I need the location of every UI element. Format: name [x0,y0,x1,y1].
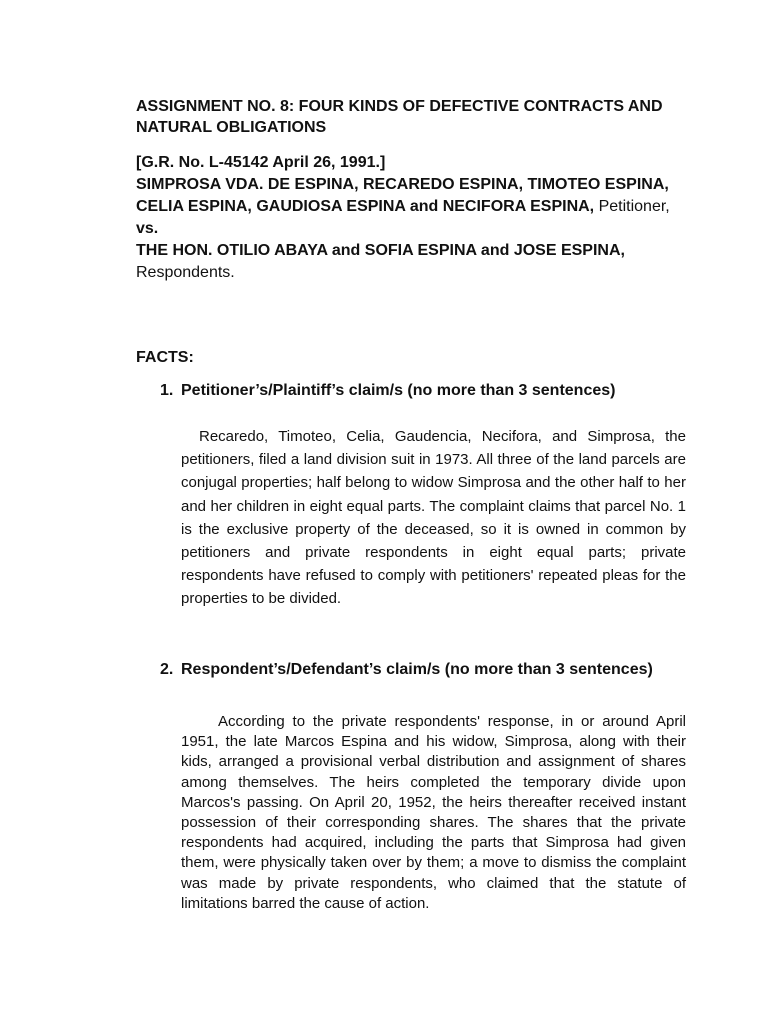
item-2-heading [160,658,680,682]
respondents-line [136,240,696,284]
item-2-title: Respondent’s/Defendant’s claim/s (no more than 3 sentences) [181,661,653,678]
item-2-number: 2. [160,661,174,678]
item-1-number: 1. [160,382,174,399]
item-2-body: According to the private respondents' response, in or around April 1951, the late Marcos Espina and his widow, Simprosa, along with their kids, arranged a provisional verbal distribution and assignment of shares among themselves. The heirs completed the temporary divide upon Marcos's passing. On April 20, 1952, the heirs thereafter received instant possession of their corresponding shares. The shares that the private respondents had acquired, including the parts that Simprosa had given them, were physically taken over by them; a move to dismiss the complaint was made by private respondents, who claimed that the statute of limitations barred the cause of action. [181,713,686,912]
item-1-heading [160,379,680,403]
petitioners-line [136,174,696,218]
item-1-title: Petitioner’s/Plaintiff’s claim/s (no more than 3 sentences) [181,382,616,399]
item-1-body: Recaredo, Timoteo, Celia, Gaudencia, Necifora, and Simprosa, the petitioners, filed a land division suit in 1973. All three of the land parcels are conjugal properties; half belong to widow Simprosa and the other half to her and her children in eight equal parts. The complaint claims that parcel No. 1 is the exclusive property of the deceased, so it is owned in common by petitioners and private respondents in eight equal parts; private respondents have refused to comply with petitioners' repeated pleas for the properties to be divided. [181,428,686,608]
respondent-role: Respondents. [136,264,235,281]
assignment-heading: ASSIGNMENT NO. 8: FOUR KINDS OF DEFECTIVE CONTRACTS AND NATURAL OBLIGATIONS [136,98,663,136]
petitioner-role: Petitioner, [598,198,670,215]
case-caption [136,152,696,284]
case-number: [G.R. No. L-45142 April 26, 1991.] [136,154,386,171]
respondents-names: THE HON. OTILIO ABAYA and SOFIA ESPINA and JOSE ESPINA, [136,242,625,259]
petitioners-names: SIMPROSA VDA. DE ESPINA, RECAREDO ESPINA, TIMOTEO ESPINA, CELIA ESPINA, GAUDIOSA ESPINA and NECIFORA ESPINA, [136,176,669,215]
versus-label: vs. [136,220,159,237]
facts-label: FACTS: [136,349,194,366]
